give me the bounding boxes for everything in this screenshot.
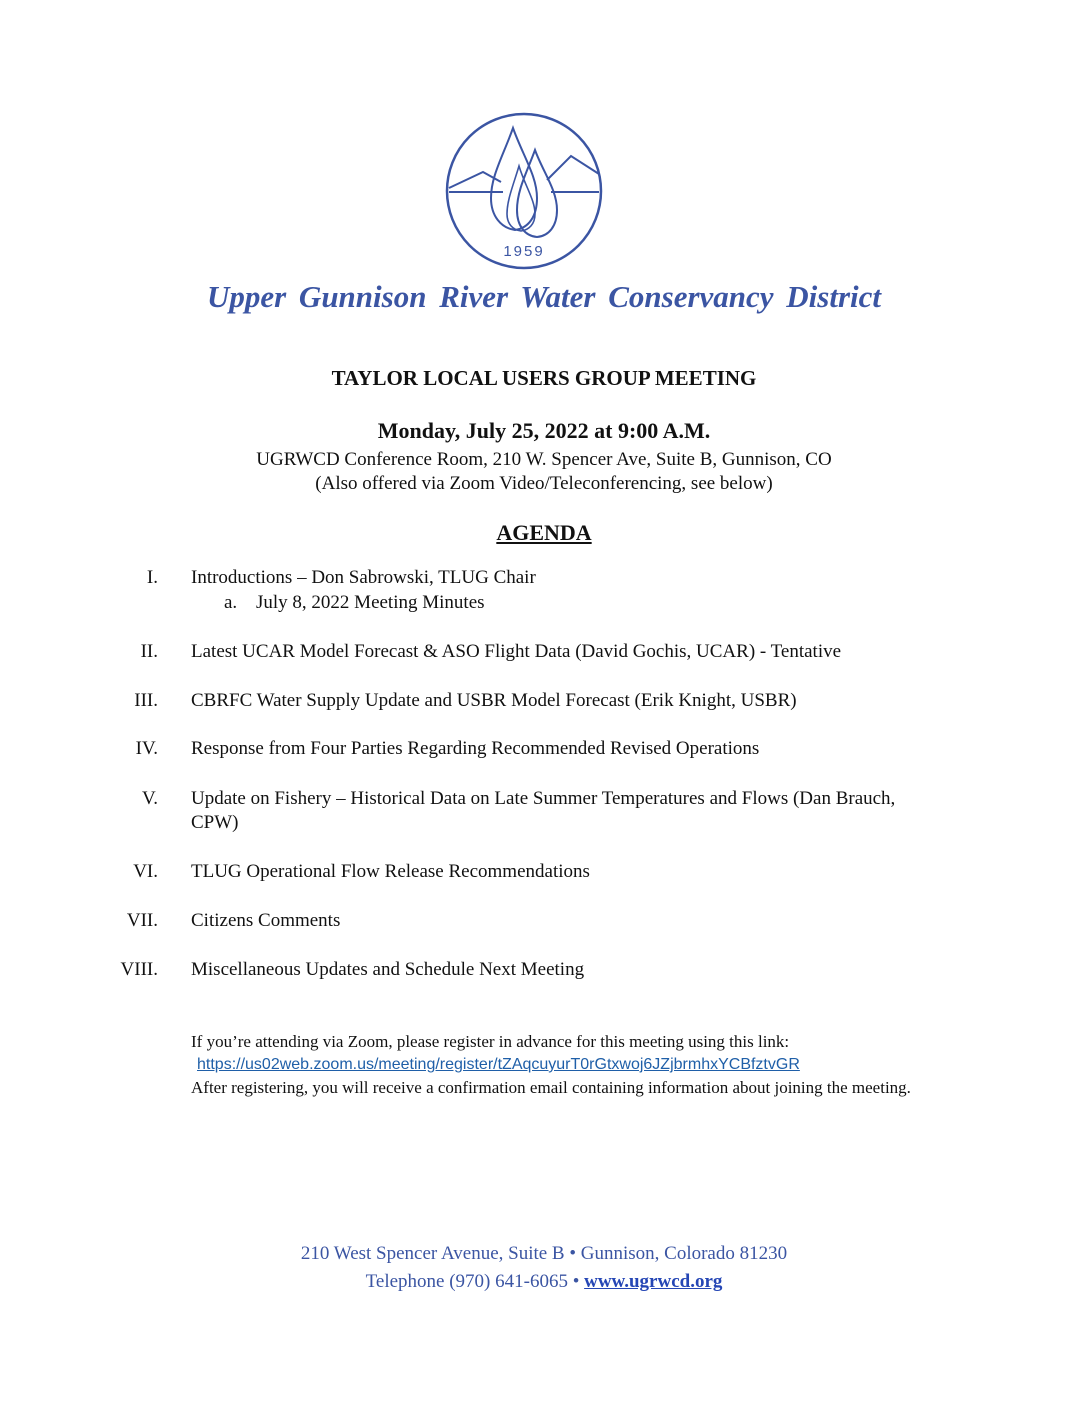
agenda-item-text: Miscellaneous Updates and Schedule Next Meeting <box>191 959 585 980</box>
agenda-sub-item-letter: a. <box>224 592 238 613</box>
agenda-item-number: VI. <box>133 861 158 882</box>
zoom-intro-text: If you’re attending via Zoom, please register in advance for this meeting using this link: <box>191 1032 790 1051</box>
agenda-item-text: Response from Four Parties Regarding Recommended Revised Operations <box>191 738 760 759</box>
agenda-sub-item-text: July 8, 2022 Meeting Minutes <box>256 592 485 613</box>
agenda-item-number: V. <box>141 788 158 809</box>
meeting-title: TAYLOR LOCAL USERS GROUP MEETING <box>331 366 757 390</box>
agenda-heading: AGENDA <box>496 520 592 545</box>
zoom-instructions <box>191 1030 981 1099</box>
zoom-after-text: After registering, you will receive a confirmation email containing information about joining the meeting. <box>191 1078 911 1097</box>
agenda-item-text: CBRFC Water Supply Update and USBR Model Forecast (Erik Knight, USBR) <box>191 690 797 711</box>
footer-phone: Telephone (970) 641-6065 • <box>365 1271 580 1292</box>
footer-website-link[interactable]: www.ugrwcd.org <box>584 1271 723 1292</box>
district-logo <box>443 110 605 272</box>
agenda-item-number: IV. <box>135 738 158 759</box>
footer-address: 210 West Spencer Avenue, Suite B • Gunnison, Colorado 81230 <box>300 1243 788 1264</box>
agenda-item-text: Latest UCAR Model Forecast & ASO Flight Data (David Gochis, UCAR) - Tentative <box>191 641 842 662</box>
agenda-item-text: Citizens Comments <box>191 910 341 931</box>
meeting-zoom-note: (Also offered via Zoom Video/Teleconferencing, see below) <box>315 473 773 494</box>
agenda-item-number: VIII. <box>120 959 158 980</box>
meeting-date: Monday, July 25, 2022 at 9:00 A.M. <box>377 418 711 443</box>
organization-name: Upper Gunnison River Water Conservancy District <box>206 279 882 314</box>
agenda-item-number: III. <box>134 690 158 711</box>
zoom-registration-link[interactable]: https://us02web.zoom.us/meeting/register/tZAqcuyurT0rGtxwoj6JZjbrmhxYCBfztvGR <box>197 1056 800 1073</box>
agenda-item-text: TLUG Operational Flow Release Recommendations <box>191 861 590 882</box>
agenda-item-number: II. <box>140 641 158 662</box>
agenda-item-text: Introductions – Don Sabrowski, TLUG Chair <box>191 567 536 588</box>
meeting-location: UGRWCD Conference Room, 210 W. Spencer Ave, Suite B, Gunnison, CO <box>256 449 832 470</box>
agenda-item-number: I. <box>146 567 158 588</box>
agenda-item-number: VII. <box>126 910 158 931</box>
agenda-item-text: Update on Fishery – Historical Data on Late Summer Temperatures and Flows (Dan Brauch, CPW) <box>191 788 896 833</box>
footer-contact <box>0 1271 1088 1293</box>
logo-year: 1959 <box>503 243 545 260</box>
